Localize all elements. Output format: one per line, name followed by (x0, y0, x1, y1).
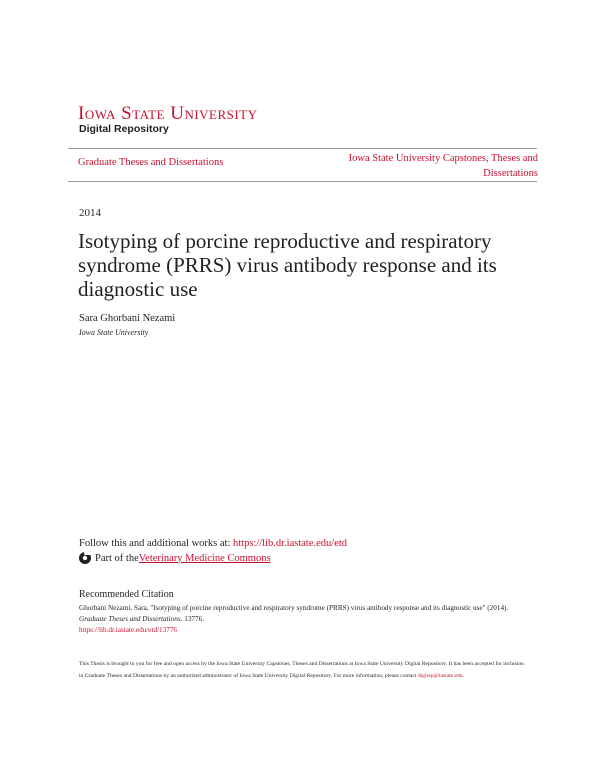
part-of-text: Part of the (95, 552, 139, 564)
citation-number: . 13776. (180, 615, 204, 623)
etd-link[interactable]: https://lib.dr.iastate.edu/etd (233, 538, 348, 549)
author-affiliation: Iowa State University (79, 328, 149, 337)
citation-text (79, 603, 509, 636)
university-logo: Iowa State University (78, 103, 258, 124)
veterinary-medicine-commons-link[interactable]: Veterinary Medicine Commons (138, 552, 271, 564)
document-title: Isotyping of porcine reproductive and respiratory syndrome (PRRS) virus antibody response and its diagnostic use (78, 229, 497, 301)
repository-name: Digital Repository (79, 123, 169, 135)
part-of-line (79, 552, 271, 564)
citation-series: Graduate Theses and Dissertations (79, 615, 181, 623)
divider-bottom (68, 181, 537, 182)
open-access-icon (79, 552, 91, 564)
follow-line (79, 538, 347, 549)
collection-link-capstones[interactable]: Iowa State University Capstones, Theses and Dissertations (348, 153, 538, 179)
author-name: Sara Ghorbani Nezami (79, 313, 176, 324)
follow-text: Follow this and additional works at: (79, 538, 233, 549)
publication-year: 2014 (79, 207, 101, 219)
contact-email-link[interactable]: digirep@iastate.edu (417, 673, 463, 679)
recommended-citation-heading: Recommended Citation (79, 589, 174, 600)
citation-body: Ghorbani Nezami, Sara, "Isotyping of porcine reproductive and respiratory syndrome (PRRS) virus antibody response and its diagnostic use" (2014). (79, 604, 509, 612)
footer-text: This Thesis is brought to you for free and open access by the Iowa State University Capstones, Theses and Dissertations at Iowa State University Digital Repository. It has been accepted for inclusion in Graduate Theses and Dissertations by an authorized administrator of Iowa State University Digital Repository. For more information, please contact (79, 661, 524, 679)
citation-url[interactable]: https://lib.dr.iastate.edu/etd/13776 (79, 626, 178, 634)
divider-top (68, 148, 537, 149)
collection-link-graduate-theses[interactable]: Graduate Theses and Dissertations (78, 157, 224, 168)
footer-end: . (462, 673, 464, 679)
footer-notice (79, 658, 529, 682)
